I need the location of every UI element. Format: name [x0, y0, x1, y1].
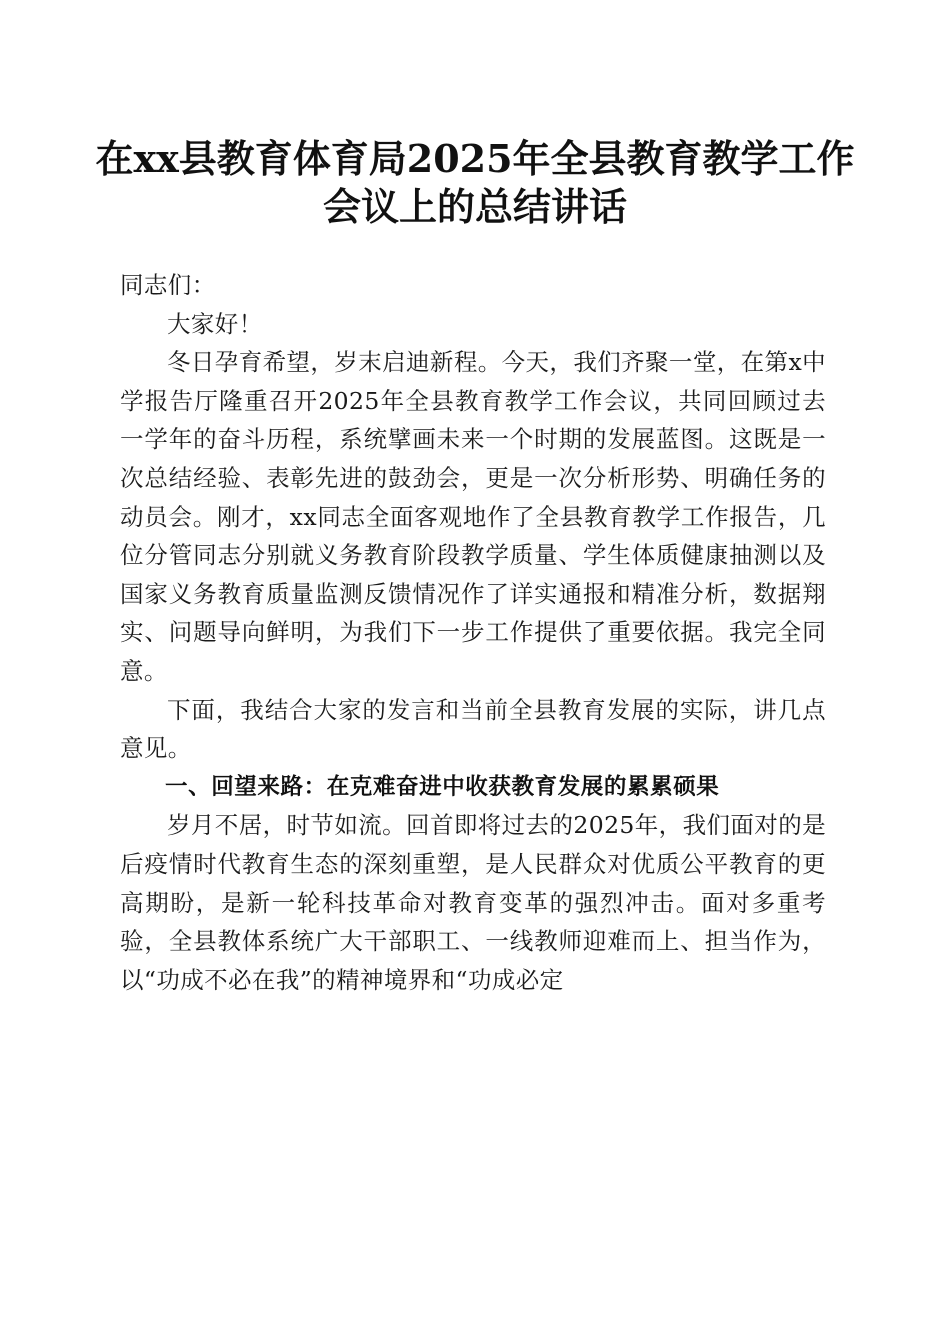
paragraph-opening: 冬日孕育希望，岁末启迪新程。今天，我们齐聚一堂，在第x中学报告厅隆重召开2025年全县教育教学工作会议，共同回顾过去一学年的奋斗历程，系统擘画未来一个时期的发展蓝图。这既是一次总结经验、表彰先进的鼓劲会，更是一次分析形势、明确任务的动员会。刚才，xx同志全面客观地作了全县教育教学工作报告，几位分管同志分别就义务教育阶段教学质量、学生体质健康抽测以及国家义务教育质量监测反馈情况作了详实通报和精准分析，数据翔实、问题导向鲜明，为我们下一步工作提供了重要依据。我完全同意。	[120, 348, 826, 685]
salutation: 同志们：	[120, 271, 216, 299]
title-line-2: 会议上的总结讲话	[322, 184, 627, 229]
section-paragraph-1: 岁月不居，时节如流。回首即将过去的2025年，我们面对的是后疫情时代教育生态的深刻重塑，是人民群众对优质公平教育的更高期盼，是新一轮科技革命对教育变革的强烈冲击。面对多重考验，全县教体系统广大干部职工、一线教师迎难而上、担当作为，以“功成不必在我”的精神境界和“功成必定	[120, 811, 826, 994]
greeting: 大家好！	[167, 309, 263, 338]
section-heading-1: 一、回望来路：在克难奋进中收获教育发展的累累硕果	[165, 773, 720, 800]
title-line-1: 在xx县教育体育局2025年全县教育教学工作	[95, 136, 855, 181]
document-body	[120, 266, 826, 999]
document-title	[0, 135, 950, 231]
paragraph-transition: 下面，我结合大家的发言和当前全县教育发展的实际，讲几点意见。	[120, 695, 826, 763]
